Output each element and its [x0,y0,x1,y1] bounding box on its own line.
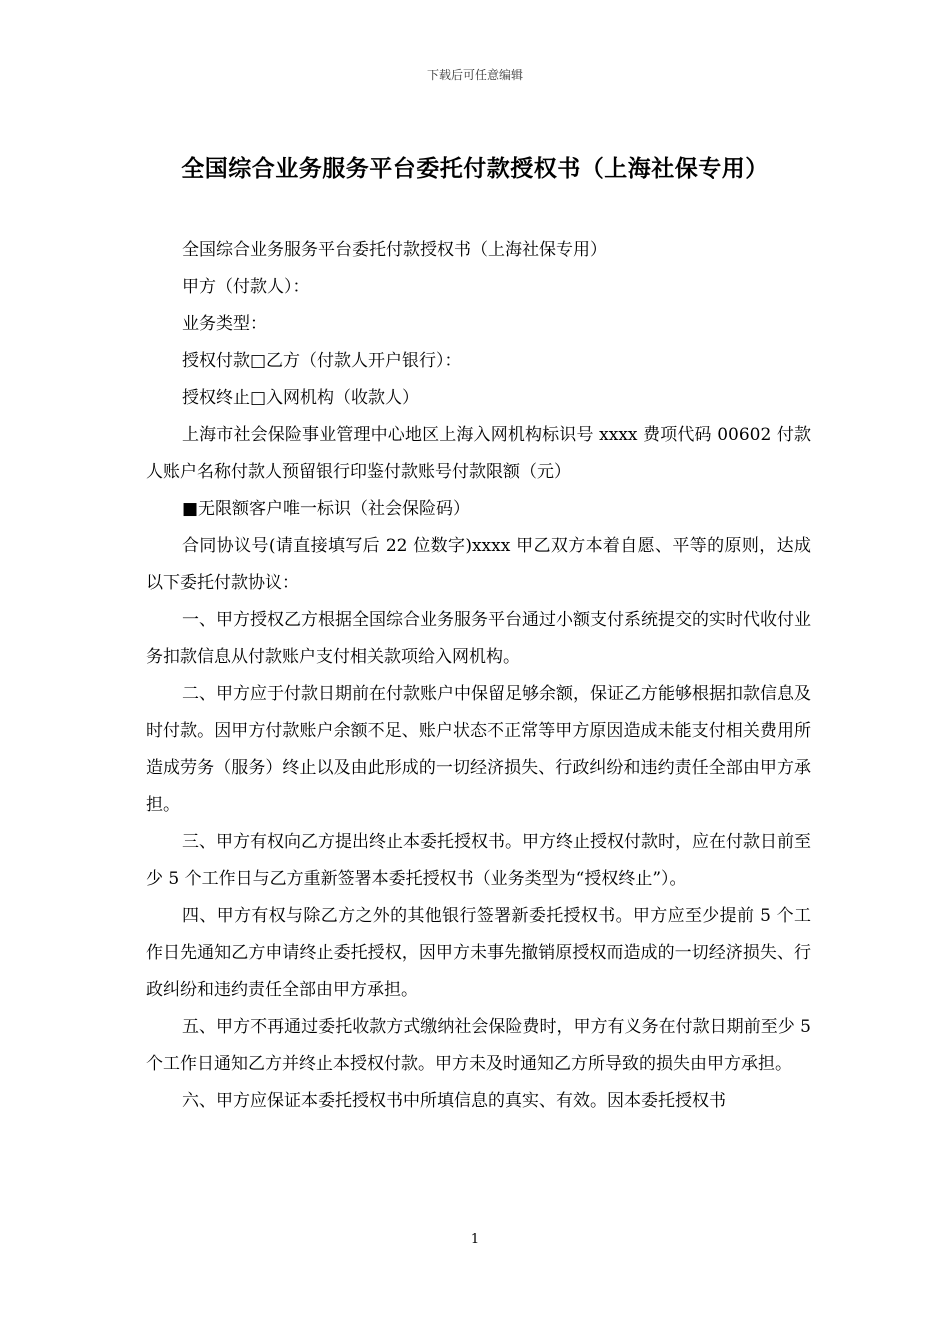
paragraph-clause-5: 五、甲方不再通过委托收款方式缴纳社会保险费时，甲方有义务在付款日期前至少 5 个工作日通知乙方并终止本授权付款。甲方未及时通知乙方所导致的损失由甲方承担。 [146,1017,811,1074]
paragraph-payee-details: 上海市社会保险事业管理中心地区上海入网机构标识号 xxxx 费项代码 00602 付款人账户名称付款人预留银行印鉴付款账号付款限额（元） [146,425,811,482]
paragraph-unlimited: ■无限额客户唯一标识（社会保险码） [182,499,471,519]
page-number: 1 [470,1232,480,1247]
paragraph-clause-4: 四、甲方有权与除乙方之外的其他银行签署新委托授权书。甲方应至少提前 5 个工作日先通知乙方申请终止委托授权，因甲方未事先撤销原授权而造成的一切经济损失、行政纠纷和违约责任全部由甲方承担。 [146,906,811,1000]
paragraph-business-type: 业务类型： [182,314,267,334]
paragraph-clause-6: 六、甲方应保证本委托授权书中所填信息的真实、有效。因本委托授权书 [182,1091,726,1111]
document-title: 全国综合业务服务平台委托付款授权书（上海社保专用） [181,155,769,182]
paragraph-clause-1: 一、甲方授权乙方根据全国综合业务服务平台通过小额支付系统提交的实时代收付业务扣款信息从付款账户支付相关款项给入网机构。 [146,610,811,667]
paragraph-contract-number: 合同协议号(请直接填写后 22 位数字)xxxx 甲乙双方本着自愿、平等的原则，达成以下委托付款协议： [146,536,811,593]
paragraph-subtitle: 全国综合业务服务平台委托付款授权书（上海社保专用） [182,240,607,260]
document-body [146,232,811,1120]
header-note: 下载后可任意编辑 [426,68,523,82]
paragraph-clause-2: 二、甲方应于付款日期前在付款账户中保留足够余额，保证乙方能够根据扣款信息及时付款。因甲方付款账户余额不足、账户状态不正常等甲方原因造成未能支付相关费用所造成劳务（服务）终止以及由此形成的一切经济损失、行政纠纷和违约责任全部由甲方承担。 [146,684,811,815]
paragraph-authorize-payment: 授权付款□乙方（付款人开户银行）： [182,351,462,371]
paragraph-clause-3: 三、甲方有权向乙方提出终止本委托授权书。甲方终止授权付款时，应在付款日前至少 5 个工作日与乙方重新签署本委托授权书（业务类型为“授权终止”）。 [146,832,811,889]
paragraph-payer: 甲方（付款人）： [182,277,310,297]
paragraph-authorize-termination: 授权终止□入网机构（收款人） [182,388,420,408]
